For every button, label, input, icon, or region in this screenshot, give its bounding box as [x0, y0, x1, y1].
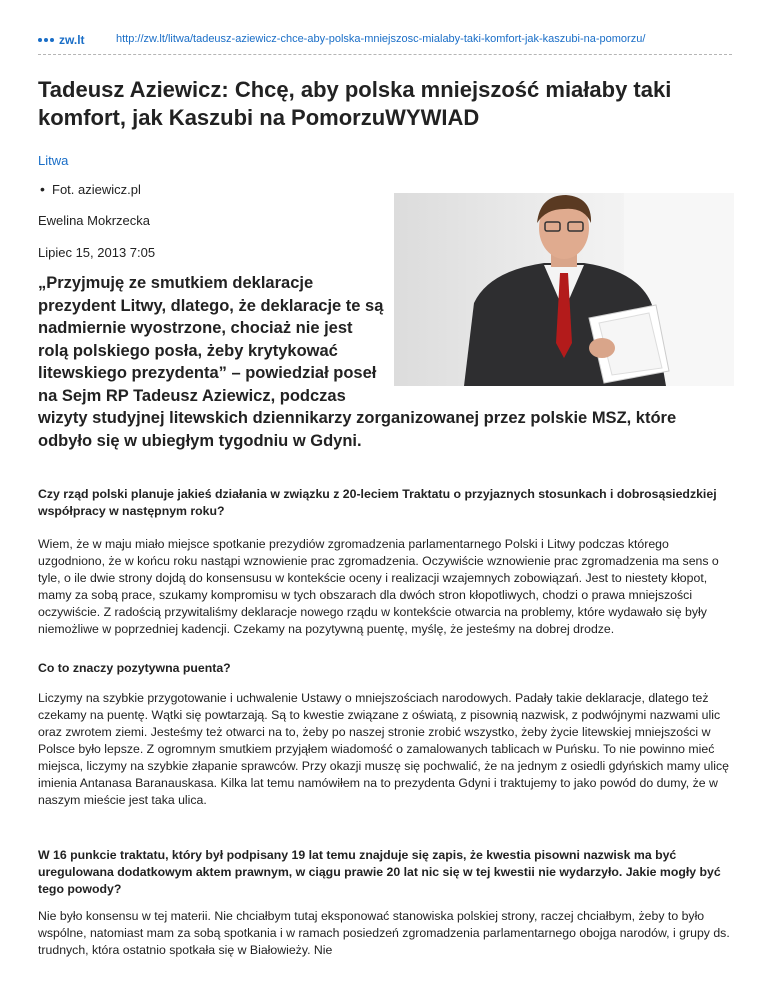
question-3: W 16 punkcie traktatu, który był podpisany 19 lat temu znajduje się zapis, że kwestia pisowni nazwisk ma być uregulowana dodatkowym aktem prawnym, w ciągu prawie 20 lat nic się w tej kwestii nie wydarzyło. Jakie mogły być tego powody?	[38, 848, 721, 896]
photo-caption-list	[38, 182, 141, 197]
page-url-link[interactable]: http://zw.lt/litwa/tadeusz-aziewicz-chce-aby-polska-mniejszosc-mialaby-taki-komfort-jak-kaszubi-na-pomorzu/	[116, 33, 646, 45]
logo-dots-icon	[38, 38, 54, 42]
site-header	[38, 33, 732, 53]
photo-caption: • Fot. aziewicz.pl	[38, 182, 141, 197]
logo-text: zw.lt	[59, 33, 85, 47]
lead-text: „Przyjmuję ze smutkiem deklaracje prezydent Litwy, dlatego, że deklaracje te są nadmiernie wyostrzone, chociaż nie jest rolą polskiego posła, żeby krytykować litewskiego prezydenta” – powiedział poseł na Sejm RP Tadeusz Aziewicz, podczas wizyty studyjnej litewskich dziennikarzy zorganizowanej przez polskie MSZ, które odbyło się w ubiegłym tygodniu w Gdyni.	[38, 274, 677, 450]
question-1: Czy rząd polski planuje jakieś działania w związku z 20-leciem Traktatu o przyjaznych stosunkach i dobrosąsiedzkiej współpracy w następnym roku?	[38, 487, 717, 518]
article-lead	[38, 272, 734, 452]
category-link[interactable]: Litwa	[38, 153, 69, 168]
article-author: Ewelina Mokrzecka	[38, 213, 150, 228]
site-logo[interactable]	[38, 33, 85, 47]
article-title: Tadeusz Aziewicz: Chcę, aby polska mniejszość miałaby taki komfort, jak Kaszubi na PomorzuWYWIAD	[38, 77, 672, 130]
answer-1: Wiem, że w maju miało miejsce spotkanie prezydiów zgromadzenia parlamentarnego Polski i Litwy podczas którego uzgodniono, że w końcu roku nastąpi wznowienie prac zgromadzenia. Oczywiście wznowienie prac zgromadzenia ma sens o tyle, o ile dwie strony dojdą do konsensusu w kontekście oceny i realizacji wzajemnych zobowiązań. Jest to niestety kłopot, mamy za sobą prace, szukamy kompromisu w tych obszarach dla dwóch stron kłopotliwych, chodzi o prawa mniejszości oczywiście. Z radością przywitaliśmy deklaracje nowego rządu w kontekście otwarcia na problemy, które wydawało się były niemożliwe w poprzedniej kadencji. Czekamy na pozytywną puentę, myślę, że jesteśmy na dobrej drodze.	[38, 537, 719, 636]
answer-2: Liczymy na szybkie przygotowanie i uchwalenie Ustawy o mniejszościach narodowych. Padały takie deklaracje, dlatego też czekamy na puentę. Wątki się powtarzają. Są to kwestie związane z oświatą, z pisownią nazwisk, z podwójnymi nazwami ulic oraz zwrotem ziemi. Jesteśmy też otwarci na to, żeby po naszej stronie zrobić wszystko, żeby życie litewskiej mniejszości w Polsce było lepsze. Z ogromnym smutkiem przyjąłem wiadomość o zamalowanych tablicach w Puńsku. To nie powinno mieć miejsca, liczymy na szybkie złapanie sprawców. Przy okazji muszę się pochwalić, że na jednym z osiedli gdyńskich mamy ulicę imienia Antanasa Baranauskasa. Kilka lat temu namówiłem na to prezydenta Gdyni i traktujemy to jako powód do dumy, że w naszym mieście jest taka ulica.	[38, 691, 729, 807]
question-2: Co to znaczy pozytywna puenta?	[38, 661, 231, 675]
photo-float-spacer	[384, 272, 734, 393]
header-divider	[38, 54, 732, 55]
article-date: Lipiec 15, 2013 7:05	[38, 245, 156, 260]
answer-3: Nie było konsensu w tej materii. Nie chciałbym tutaj eksponować stanowiska polskiej strony, raczej chciałbym, żeby to było wspólne, natomiast mam za sobą spotkania i w ramach posiedzeń zgromadzenia parlamentarnego obojga narodów, i grupy ds. trudnych, która ostatnio spotkała się w Białowieży. Nie	[38, 909, 730, 957]
